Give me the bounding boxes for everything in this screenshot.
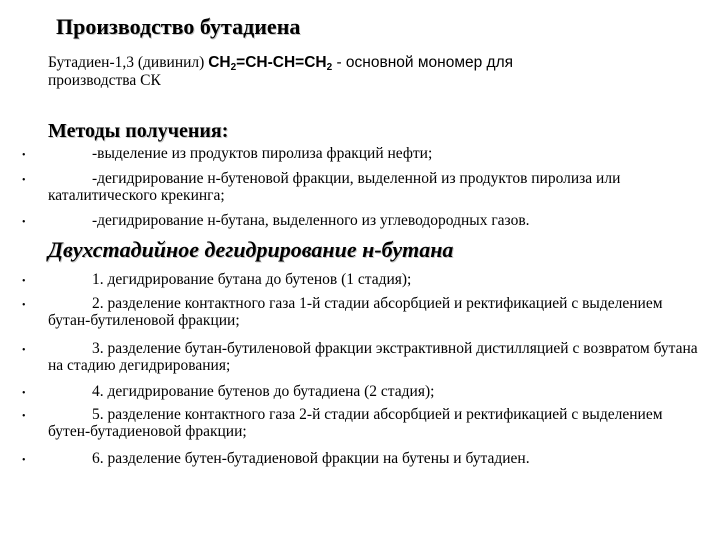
stage-item: 2. разделение контактного газа 1-й стадии абсорбцией и ректификацией с выделением бутан-бутиленовой фракции;	[48, 295, 663, 329]
bullet-icon: •	[22, 455, 26, 466]
methods-heading: Методы получения:	[48, 120, 229, 142]
bullet-icon: •	[22, 300, 26, 311]
stage-item: 3. разделение бутан-бутиленовой фракции экстрактивной дистилляцией с возвратом бутана на стадию дегидрирования;	[48, 340, 698, 374]
method-item: -выделение из продуктов пиролиза фракций нефти;	[92, 145, 433, 162]
intro-paragraph	[48, 54, 513, 90]
section-heading: Двухстадийное дегидрирование н-бутана	[48, 237, 454, 262]
bullet-icon: •	[22, 411, 26, 422]
intro-line-2: производства СК	[48, 72, 161, 89]
page-title: Производство бутадиена	[56, 14, 301, 39]
method-item: -дегидрирование н-бутеновой фракции, выделенной из продуктов пиролиза или каталитического крекинга;	[48, 170, 621, 204]
intro-line-1	[48, 54, 513, 72]
bullet-icon: •	[22, 217, 26, 228]
intro-description: - основной мономер для	[332, 54, 514, 71]
chemical-formula: $CH_2=CH-CH=CH_2$	[208, 54, 333, 73]
compound-name: Бутадиен-1,3 (дивинил)	[48, 54, 205, 71]
stage-item: 4. дегидрирование бутенов до бутадиена (2 стадия);	[92, 383, 435, 400]
bullet-icon: •	[22, 388, 26, 399]
bullet-icon: •	[22, 175, 26, 186]
bullet-icon: •	[22, 345, 26, 356]
stage-item: 1. дегидрирование бутана до бутенов (1 стадия);	[92, 271, 412, 288]
stage-item: 5. разделение контактного газа 2-й стадии абсорбцией и ректификацией с выделением бутен-бутадиеновой фракции;	[48, 406, 663, 440]
bullet-icon: •	[22, 150, 26, 161]
stage-item: 6. разделение бутен-бутадиеновой фракции на бутены и бутадиен.	[92, 450, 530, 467]
method-item: -дегидрирование н-бутана, выделенного из углеводородных газов.	[92, 212, 530, 229]
bullet-icon: •	[22, 276, 26, 287]
